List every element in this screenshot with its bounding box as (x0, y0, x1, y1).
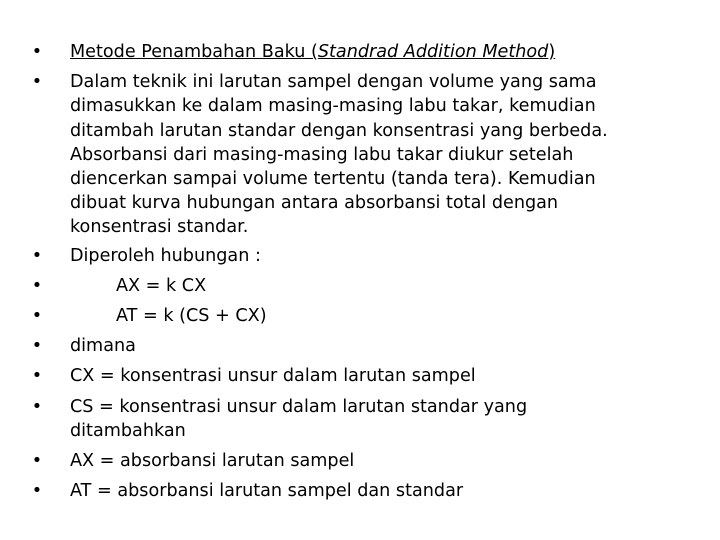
description-line: konsentrasi standar. (70, 217, 249, 238)
bullet-icon: • (31, 336, 43, 357)
equation-at: AT = k (CS + CX) (116, 306, 267, 327)
list-item-relation-heading (30, 244, 700, 268)
description-line: Dalam teknik ini larutan sampel dengan volume yang sama (70, 72, 597, 93)
bullet-icon: • (31, 366, 43, 387)
list-item-definition-at (30, 479, 700, 503)
bullet-icon: • (31, 275, 43, 296)
bullet-icon: • (31, 481, 43, 502)
bullet-icon: • (31, 396, 43, 417)
description-line: dimasukkan ke dalam masing-masing labu takar, kemudian (70, 96, 596, 117)
method-title-post: ) (548, 42, 556, 62)
list-item-description (30, 70, 700, 239)
bullet-icon: • (31, 306, 43, 327)
description-line: diencerkan sampai volume tertentu (tanda tera). Kemudian (70, 169, 596, 190)
method-title-pre: Metode Penambahan Baku ( (70, 42, 318, 62)
bullet-icon: • (31, 245, 43, 266)
bullet-icon: • (31, 42, 43, 62)
bullet-icon: • (31, 451, 43, 472)
description-line: Absorbansi dari masing-masing labu takar diukur setelah (70, 144, 574, 165)
list-item-where (30, 334, 700, 358)
list-item-definition-ax (30, 449, 700, 473)
list-item-definition-cx (30, 364, 700, 388)
bullet-icon: • (31, 72, 43, 93)
definition-cs-line: ditambahkan (70, 420, 186, 441)
definition-at: AT = absorbansi larutan sampel dan standar (70, 481, 464, 502)
method-title (70, 42, 555, 62)
definition-cx: CX = konsentrasi unsur dalam larutan sampel (70, 366, 476, 387)
description-line: ditambah larutan standar dengan konsentrasi yang berbeda. (70, 120, 608, 141)
description-line: dibuat kurva hubungan antara absorbansi total dengan (70, 193, 559, 214)
relation-heading: Diperoleh hubungan : (70, 245, 261, 266)
list-item-method-title (30, 40, 700, 64)
equation-ax: AX = k CX (116, 275, 207, 296)
method-title-english: Standrad Addition Method (317, 42, 549, 62)
list-item-definition-cs (30, 395, 700, 443)
where-label: dimana (70, 336, 136, 357)
bullet-list (30, 40, 700, 509)
list-item-equation-ax (30, 274, 700, 298)
list-item-equation-at (30, 304, 700, 328)
definition-cs-line: CS = konsentrasi unsur dalam larutan standar yang (70, 396, 528, 417)
definition-ax: AX = absorbansi larutan sampel (70, 451, 355, 472)
